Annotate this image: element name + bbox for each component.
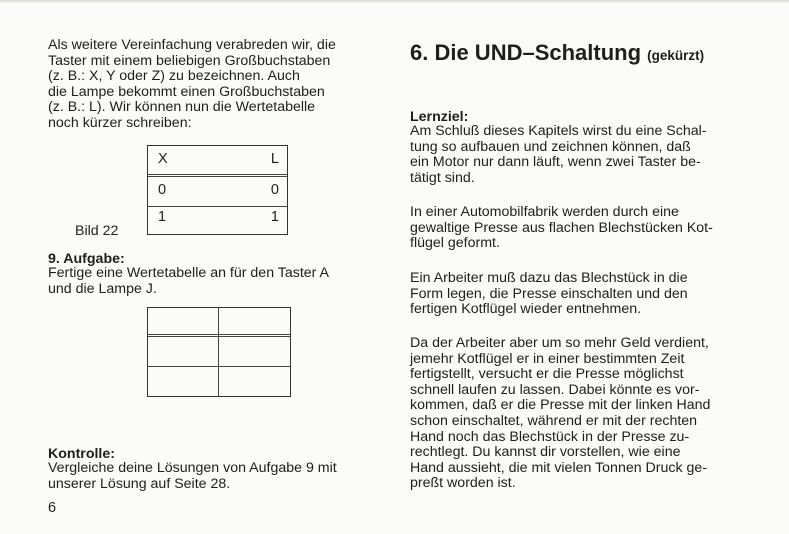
value-table-header-l: L: [270, 151, 279, 167]
chapter-title-text: 6. Die UND–Schaltung: [410, 40, 642, 65]
control-line: unserer Lösung auf Seite 28.: [48, 475, 231, 492]
intro-line: die Lampe bekommt einen Großbuchstaben: [48, 83, 325, 100]
paragraph-line: Hand aussieht, die mit vielen Tonnen Druck ge-: [410, 459, 708, 476]
paragraph-line: Form legen, die Presse einschalten und den: [410, 285, 688, 302]
empty-table-header-divider: [148, 334, 290, 337]
paragraph-line: preßt worden ist.: [410, 475, 516, 492]
task-line: und die Lampe J.: [48, 280, 157, 297]
paragraph-line: fertigstellt, versucht er die Presse möglichst: [410, 366, 684, 383]
intro-line: noch kürzer schreiben:: [48, 114, 192, 131]
task-line: Fertige eine Wertetabelle an für den Taster A: [48, 265, 330, 281]
empty-value-table: [147, 307, 291, 397]
table-row: [148, 177, 287, 207]
paragraph-line: schnell laufen zu lassen. Dabei könnte es vor-: [410, 381, 700, 398]
chapter-title: [410, 40, 704, 66]
goal-heading: Lernziel:: [410, 109, 469, 125]
goal-line: tung so aufbauen und zeichnen können, daß: [410, 138, 691, 155]
paragraph-danger: [410, 336, 755, 492]
paragraph-line: jemehr Kotflügel er in einer bestimmten Zeit: [410, 350, 685, 367]
paragraph-line: kommen, daß er die Presse mit der linken Hand: [410, 397, 711, 414]
value-table-cell: 0: [158, 182, 167, 198]
value-table-cell: 1: [270, 209, 279, 225]
value-table-cell: 1: [158, 209, 167, 225]
value-table-header-x: X: [158, 151, 168, 167]
paragraph-line: In einer Automobilfabrik werden durch eine: [410, 204, 679, 220]
intro-line: Als weitere Vereinfachung verabreden wir, die: [48, 37, 336, 53]
value-table-header-row: [148, 146, 287, 176]
table-row: [148, 207, 287, 237]
paragraph-line: schon einschaltet, während er mit der rechten: [410, 412, 698, 429]
paragraph-line: rechtlegt. Du kannst dir vorstellen, wie eine: [410, 444, 681, 461]
page-top-edge: [0, 0, 789, 4]
paragraph-worker: [410, 271, 755, 318]
paragraph-line: Da der Arbeiter aber um so mehr Geld verdient,: [410, 335, 709, 351]
goal-paragraph: [410, 124, 750, 186]
intro-paragraph: [48, 38, 398, 132]
paragraph-line: Ein Arbeiter muß dazu das Blechstück in die: [410, 270, 688, 286]
page-number: 6: [48, 500, 57, 516]
task-paragraph: [48, 266, 398, 297]
goal-line: tätigt sind.: [410, 169, 475, 186]
intro-line: (z. B.: L). Wir können nun die Wertetabelle: [48, 99, 316, 116]
goal-line: Am Schluß dieses Kapitels wirst du eine Schal-: [410, 123, 707, 139]
paragraph-line: flügel geformt.: [410, 235, 500, 252]
intro-line: (z. B.: X, Y oder Z) zu bezeichnen. Auch: [48, 68, 300, 85]
empty-table-row-divider: [148, 366, 290, 367]
goal-line: ein Motor nur dann läuft, wenn zwei Taster be-: [410, 154, 701, 171]
chapter-title-suffix: (gekürzt): [647, 48, 705, 63]
value-table-cell: 0: [270, 182, 279, 198]
figure-label: Bild 22: [75, 223, 119, 239]
control-line: Vergleiche deine Lösungen von Aufgabe 9 mit: [48, 460, 337, 476]
empty-table-column-divider: [218, 308, 219, 396]
value-table: [147, 145, 288, 235]
paragraph-line: gewaltige Presse aus flachen Blechstücken Kot-: [410, 219, 713, 236]
paragraph-line: fertigen Kotflügel wieder entnehmen.: [410, 301, 642, 318]
control-paragraph: [48, 461, 408, 492]
paragraph-line: Hand noch das Blechstück in der Presse zu-: [410, 428, 690, 445]
intro-line: Taster mit einem beliebigen Großbuchstaben: [48, 52, 331, 69]
control-heading: Kontrolle:: [48, 446, 115, 462]
task-heading: 9. Aufgabe:: [48, 251, 125, 267]
paragraph-factory: [410, 205, 755, 252]
